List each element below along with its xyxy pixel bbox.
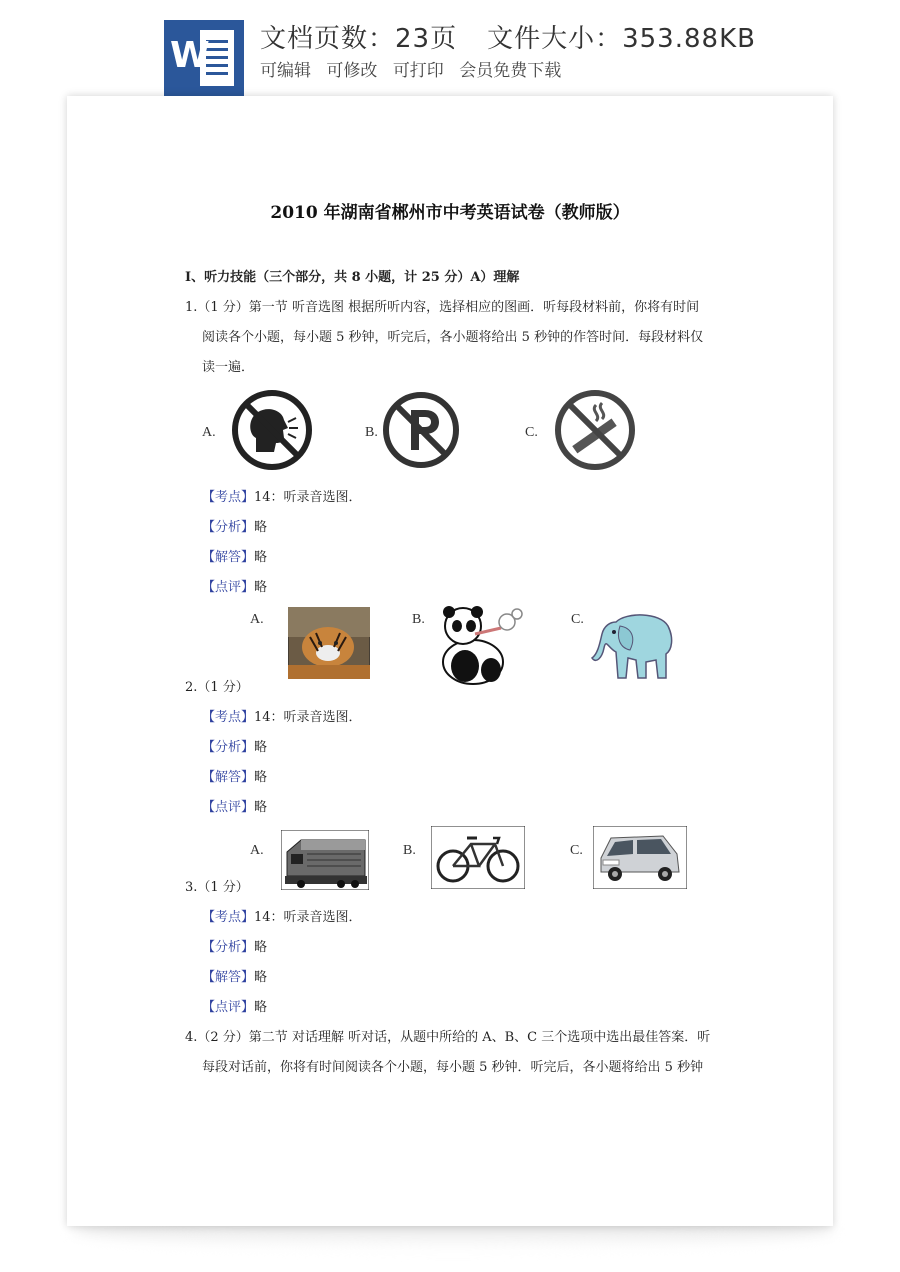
file-size: 文件大小：353.88KB [487, 24, 756, 54]
tag-modifiable: 可修改 [326, 61, 378, 81]
car-image [593, 826, 687, 889]
q1-jieda: 【解答】略 [202, 550, 268, 565]
q1-line-3: 读一遍． [202, 360, 255, 375]
q3-option-a-label: A. [250, 843, 264, 858]
elephant-image [586, 608, 684, 686]
document-page [67, 96, 833, 1226]
section-header: I、听力技能（三个部分，共 8 小题，计 25 分）A）理解 [185, 270, 520, 285]
q3-label: 3.（1 分） [185, 880, 249, 895]
q1-option-a-label: A. [202, 425, 216, 440]
q3-fenxi: 【分析】略 [202, 940, 268, 955]
q1-kaodian: 【考点】14：听录音选图． [202, 490, 362, 505]
q1-dianping: 【点评】略 [202, 580, 268, 595]
q3-option-c-label: C. [570, 843, 583, 858]
q2-label: 2.（1 分） [185, 680, 249, 695]
banner-tags [260, 56, 571, 81]
word-document-icon [164, 20, 244, 96]
tiger-image [288, 607, 370, 679]
q2-kaodian: 【考点】14：听录音选图． [202, 710, 362, 725]
q3-dianping: 【点评】略 [202, 1000, 268, 1015]
q4-line-1: 4.（2 分）第二节 对话理解 听对话，从题中所给的 A、B、C 三个选项中选出最佳答案．听 [185, 1030, 711, 1045]
q3-option-b-label: B. [403, 843, 416, 858]
no-talking-sign-icon [230, 388, 314, 472]
q2-option-b-label: B. [412, 612, 425, 627]
q3-kaodian: 【考点】14：听录音选图． [202, 910, 362, 925]
q1-option-c-label: C. [525, 425, 538, 440]
q1-option-b-label: B. [365, 425, 378, 440]
q2-option-c-label: C. [571, 612, 584, 627]
banner-file-info [260, 18, 756, 55]
page-count: 文档页数：23页 [260, 24, 458, 54]
document-banner [0, 0, 900, 100]
q2-jieda: 【解答】略 [202, 770, 268, 785]
q3-jieda: 【解答】略 [202, 970, 268, 985]
q1-fenxi: 【分析】略 [202, 520, 268, 535]
q2-dianping: 【点评】略 [202, 800, 268, 815]
tag-member-download: 会员免费下载 [459, 61, 562, 81]
bicycle-image [431, 826, 525, 889]
word-icon-letter: W [170, 35, 210, 76]
no-smoking-sign-icon [552, 387, 638, 473]
tag-printable: 可打印 [392, 61, 444, 81]
q2-option-a-label: A. [250, 612, 264, 627]
q2-fenxi: 【分析】略 [202, 740, 268, 755]
document-title: 2010 年湖南省郴州市中考英语试卷（教师版） [270, 203, 630, 223]
q1-line-1: 1.（1 分）第一节 听音选图 根据所听内容，选择相应的图画．听每段材料前，你将有时间 [185, 300, 700, 315]
q1-line-2: 阅读各个小题，每小题 5 秒钟，听完后，各小题将给出 5 秒钟的作答时间．每段材料仅 [202, 330, 704, 345]
no-parking-sign-icon [381, 390, 461, 470]
tag-editable: 可编辑 [260, 61, 311, 81]
train-image [281, 830, 369, 890]
panda-image [435, 604, 525, 688]
q4-line-2: 每段对话前，你将有时间阅读各个小题，每小题 5 秒钟．听完后，各小题将给出 5 秒钟 [202, 1060, 704, 1075]
